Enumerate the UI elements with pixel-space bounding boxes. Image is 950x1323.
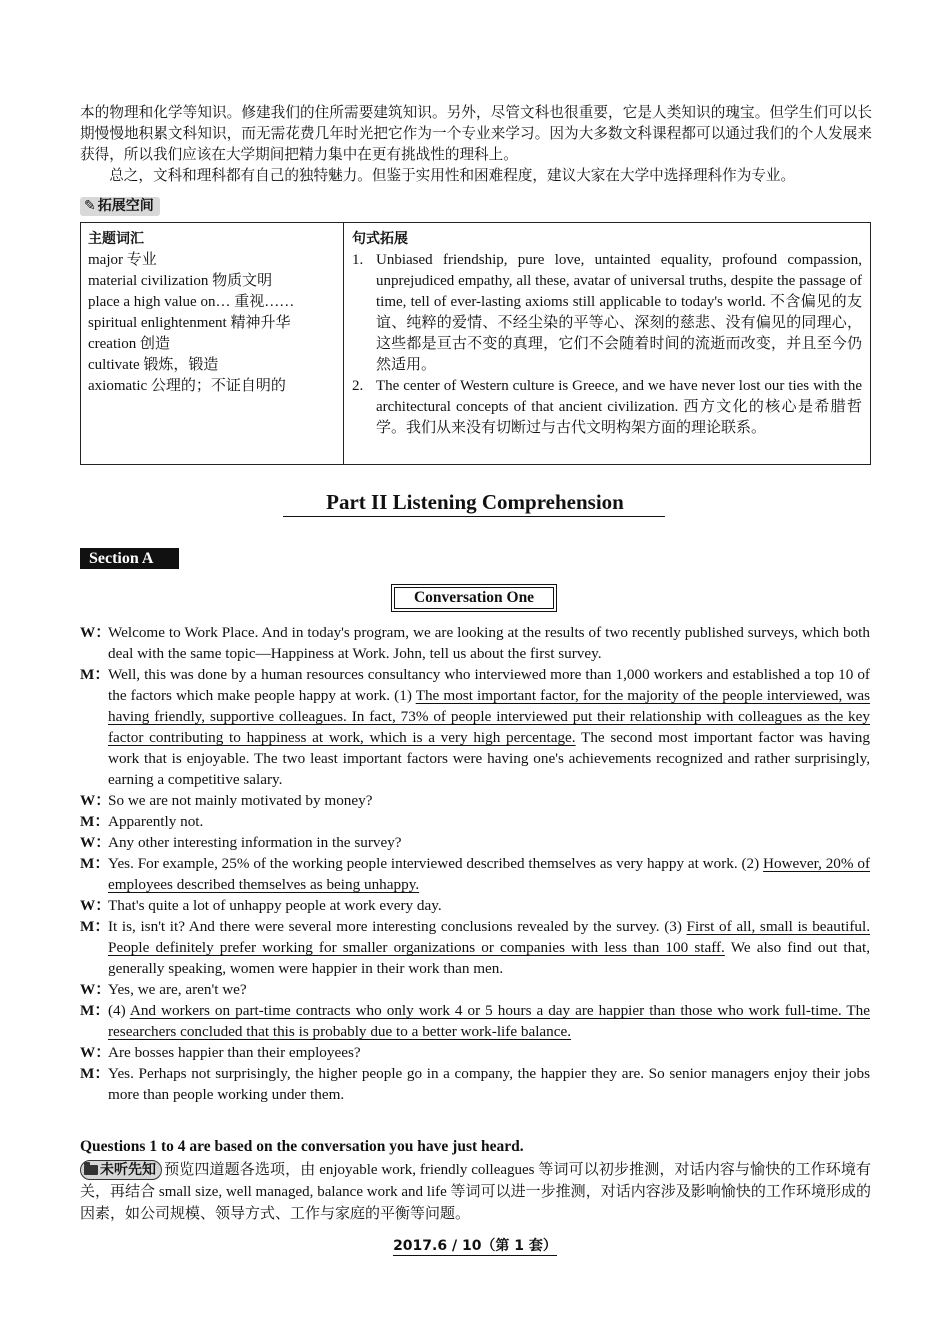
preview-paragraph	[80, 1159, 871, 1225]
utterance-text: It is, isn't it? And there were several more interesting conclusions revealed by the survey. (3)	[108, 918, 687, 935]
utterance	[108, 832, 870, 853]
speaker-label: M：	[80, 813, 110, 830]
vocab-list	[88, 250, 336, 397]
dialog-turn	[80, 1042, 870, 1063]
preview-tag-label: 未听先知	[100, 1162, 156, 1178]
utterance-text: The second most important factor was having work that is enjoyable. The two least important factors were having one's achievements recognized and rather surprisingly, earning a competitive salary.	[108, 729, 870, 788]
vocab-heading: 主题词汇	[88, 231, 144, 247]
preview-tag	[80, 1160, 162, 1180]
vocab-item: axiomatic 公理的；不证自明的	[88, 378, 286, 394]
expand-space-tag	[80, 197, 160, 216]
speaker-label: M：	[80, 918, 110, 935]
utterance-text: Any other interesting information in the survey?	[108, 834, 402, 851]
answer-underlined-text: However, 20% of employees described themselves as being unhappy.	[108, 855, 871, 893]
speaker-label: M：	[80, 855, 110, 872]
sentence-list	[352, 250, 862, 439]
vocab-item: cultivate 锻炼，锻造	[88, 357, 219, 373]
dialog-turn	[80, 895, 870, 916]
intro-paragraph-2: 总之，文科和理科都有自己的独特魅力。但鉴于实用性和困难程度，建议大家在大学中选择理科作为专业。	[109, 168, 796, 184]
expand-space-label: 拓展空间	[97, 198, 154, 214]
questions-note: Questions 1 to 4 are based on the conversation you have just heard.	[80, 1138, 524, 1155]
vocab-column	[81, 223, 344, 464]
sentence-number: 2.	[352, 378, 364, 394]
utterance	[108, 853, 870, 895]
dialog-turn	[80, 1000, 870, 1042]
preview-text: 预览四道题各选项，由 enjoyable work, friendly colleagues 等词可以初步推测，对话内容与愉快的工作环境有关，再结合 small size, well managed, balance work and life 等词可以进一步推测，对话内容涉及影响愉快的工作环境形成的因素，如公司规模、领导方式、工作与家庭的平衡等问题。	[80, 1162, 871, 1222]
intro-paragraph-1: 本的物理和化学等知识。修建我们的住所需要建筑知识。另外，尽管文科也很重要，它是人类知识的瑰宝。但学生们可以长期慢慢地积累文科知识，而无需花费几年时光把它作为一个专业来学习。因为大多数文科课程都可以通过我们的个人发展来获得，所以我们应该在大学期间把精力集中在更有挑战性的理科上。	[80, 105, 872, 163]
pencil-icon: ✎	[84, 198, 96, 214]
utterance	[108, 1042, 870, 1063]
page-number: 2017.6 / 10（第 1 套）	[393, 1238, 557, 1254]
dialog-turn	[80, 832, 870, 853]
utterance	[108, 622, 870, 664]
vocab-item: place a high value on… 重视……	[88, 294, 295, 310]
sentence-column	[344, 223, 870, 464]
sentence-item	[352, 376, 862, 439]
speaker-label: M：	[80, 1065, 110, 1082]
utterance-text: Are bosses happier than their employees?	[108, 1044, 361, 1061]
dialog-turn	[80, 853, 870, 895]
vocab-item: major 专业	[88, 252, 157, 268]
utterance	[108, 811, 870, 832]
section-label: Section A	[80, 548, 179, 569]
speaker-label: W：	[80, 624, 111, 641]
utterance	[108, 895, 870, 916]
page-footer	[0, 1237, 950, 1255]
conversation-title-box	[391, 584, 557, 612]
utterance	[108, 664, 870, 790]
intro-text	[80, 103, 872, 187]
dialog-turn	[80, 664, 870, 790]
folder-icon	[84, 1165, 98, 1175]
utterance	[108, 1063, 870, 1105]
utterance-text: Yes. For example, 25% of the working people interviewed described themselves as very happy at work. (2)	[108, 855, 764, 872]
sentence-heading: 句式拓展	[352, 231, 408, 247]
utterance-text: (4)	[108, 1002, 130, 1019]
part-title-underline	[283, 516, 665, 517]
speaker-label: W：	[80, 834, 111, 851]
speaker-label: W：	[80, 1044, 111, 1061]
dialog-turn	[80, 790, 870, 811]
vocab-item: material civilization 物质文明	[88, 273, 273, 289]
sentence-text: The center of Western culture is Greece, and we have never lost our ties with the architectural concepts of that ancient civilization. 西方文化的核心是希腊哲学。我们从来没有切断过与古代文明构架方面的理论联系。	[376, 378, 862, 436]
answer-underlined-text: The most important factor, for the majority of the people interviewed, was having friendly, supportive colleagues. In fact, 73% of people interviewed put their relationship with colleagues as the key factor contributing to happiness at work, which is a very high percentage.	[108, 687, 870, 746]
vocab-item: creation 创造	[88, 336, 171, 352]
speaker-label: W：	[80, 981, 111, 998]
utterance-text: That's quite a lot of unhappy people at work every day.	[108, 897, 442, 914]
speaker-label: W：	[80, 897, 111, 914]
expand-table	[80, 222, 871, 465]
utterance-text: Yes. Perhaps not surprisingly, the higher people go in a company, the happier they are. So senior managers enjoy their jobs more than people working under them.	[108, 1065, 870, 1103]
utterance-text: So we are not mainly motivated by money?	[108, 792, 373, 809]
dialog-turn	[80, 916, 870, 979]
dialog-turn	[80, 1063, 870, 1105]
sentence-text: Unbiased friendship, pure love, untainted equality, profound compassion, unprejudiced empathy, all these, avatar of universal truths, despite the passage of time, tell of ever-lasting axioms still applicable to today's world. 不含偏见的友谊、纯粹的爱情、不经尘染的平等心、深刻的慈悲、没有偏见的同理心，这些都是亘古不变的真理，它们不会随着时间的流逝而改变，并且至今仍然适用。	[376, 252, 862, 373]
utterance	[108, 1000, 870, 1042]
utterance-text: Apparently not.	[108, 813, 204, 830]
part-title: Part II Listening Comprehension	[326, 490, 624, 514]
utterance-text: Yes, we are, aren't we?	[108, 981, 247, 998]
dialog-turn	[80, 622, 870, 664]
utterance	[108, 916, 870, 979]
vocab-item: spiritual enlightenment 精神升华	[88, 315, 291, 331]
utterance-text: Well, this was done by a human resources consultancy who interviewed more than 1,000 workers and established a top 10 of the factors which make people happy at work. (1)	[108, 666, 870, 704]
answer-underlined-text: First of all, small is beautiful. People definitely prefer working for smaller organizations or companies with less than 100 staff.	[108, 918, 870, 956]
sentence-number: 1.	[352, 252, 364, 268]
answer-underlined-text: And workers on part-time contracts who only work 4 or 5 hours a day are happier than those who work full-time. The researchers concluded that this is probably due to a better work-life balance.	[108, 1002, 870, 1040]
conversation-title: Conversation One	[394, 587, 554, 609]
dialog-turn	[80, 979, 870, 1000]
speaker-label: W：	[80, 792, 111, 809]
speaker-label: M：	[80, 1002, 110, 1019]
utterance-text: We also find out that, generally speaking, women were happier in their work than men.	[108, 939, 870, 977]
utterance-text: Welcome to Work Place. And in today's program, we are looking at the results of two recently published surveys, which both deal with the same topic—Happiness at Work. John, tell us about the first survey.	[108, 624, 870, 662]
conversation-transcript	[80, 622, 870, 1105]
utterance	[108, 790, 870, 811]
dialog-turn	[80, 811, 870, 832]
sentence-item	[352, 250, 862, 376]
speaker-label: M：	[80, 666, 110, 683]
utterance	[108, 979, 870, 1000]
